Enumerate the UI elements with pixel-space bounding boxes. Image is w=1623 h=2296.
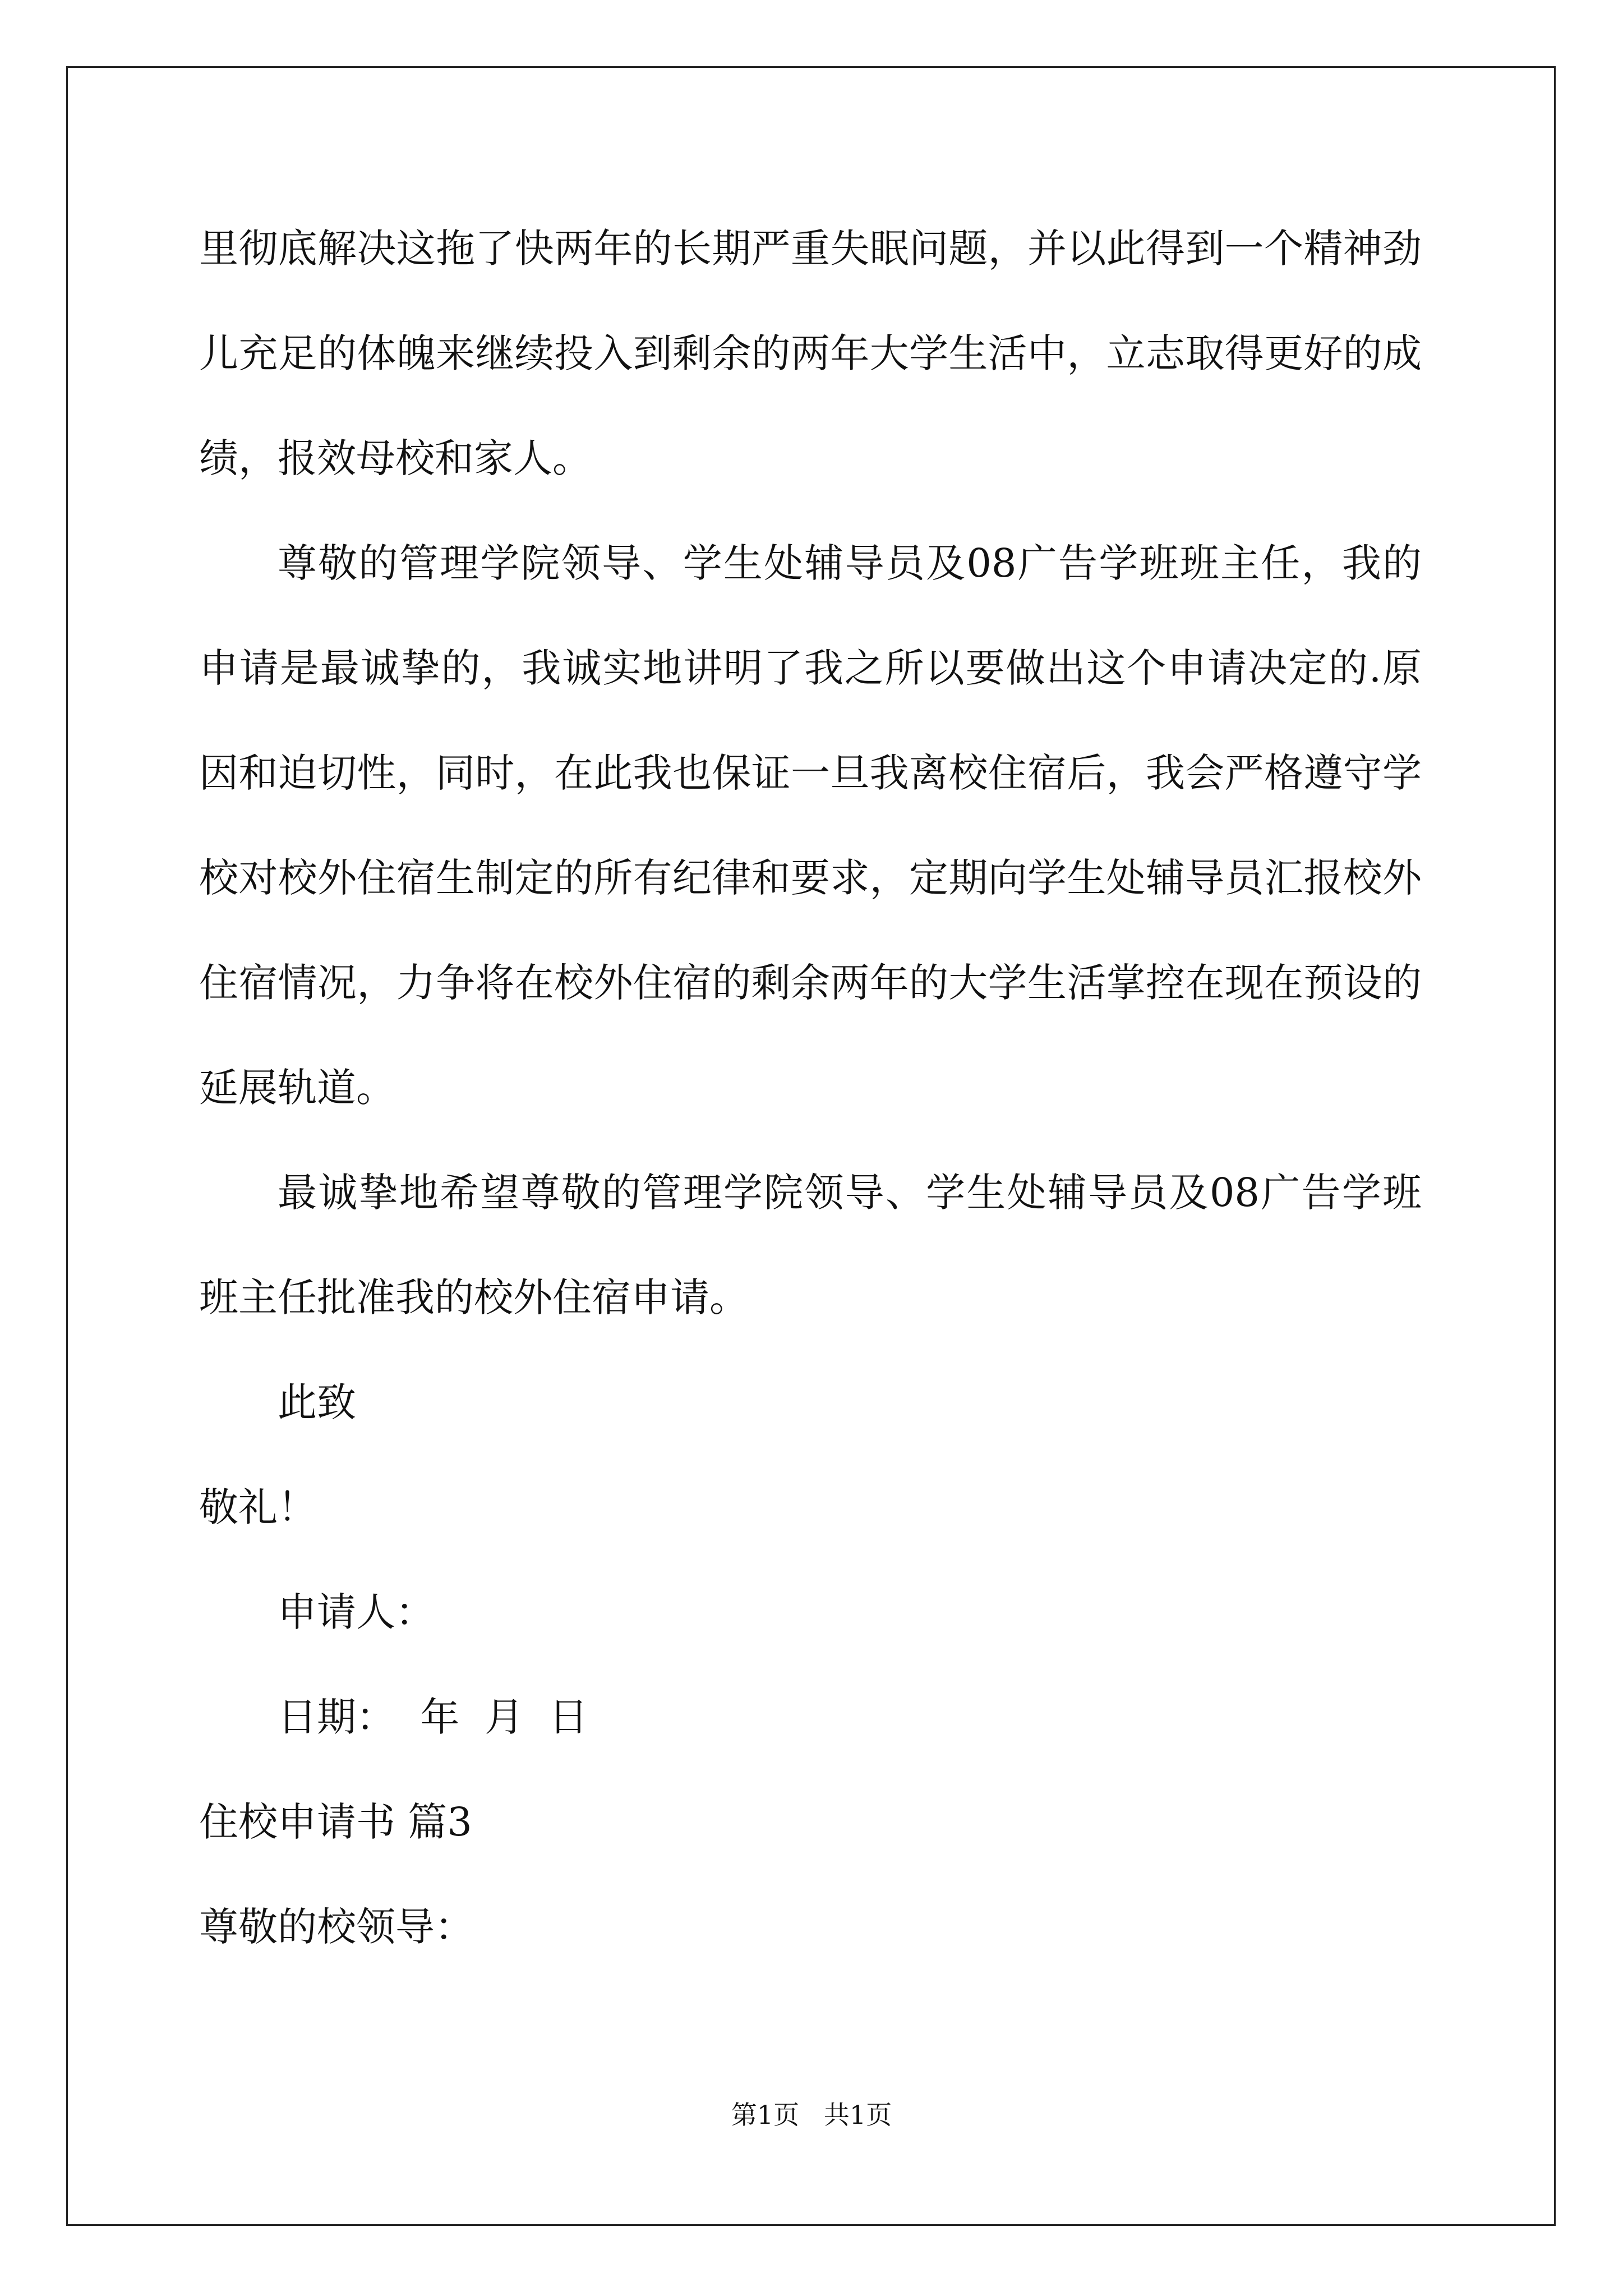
page-footer: 第1页 共1页 bbox=[731, 2100, 892, 2130]
closing-line: 此致 bbox=[278, 1379, 356, 1425]
greeting-line: 尊敬的校领导： bbox=[199, 1904, 474, 1950]
applicant-line: 申请人： bbox=[278, 1589, 435, 1635]
paragraph-3: 最诚挚地希望尊敬的管理学院领导、学生处辅导员及08广告学班班主任批准我的校外住宿申请。 bbox=[199, 1170, 1422, 1320]
date-line: 日期： 年 月 日 bbox=[278, 1694, 588, 1740]
salute-line: 敬礼！ bbox=[199, 1484, 317, 1530]
paragraph-1: 里彻底解决这拖了快两年的长期严重失眠问题，并以此得到一个精神劲儿充足的体魄来继续投入到剩余的两年大学生活中，立志取得更好的成绩，报效母校和家人。 bbox=[199, 226, 1422, 481]
document-body bbox=[199, 196, 1422, 1980]
section-title: 住校申请书 篇3 bbox=[199, 1799, 472, 1845]
paragraph-2: 尊敬的管理学院领导、学生处辅导员及08广告学班班主任，我的申请是最诚挚的，我诚实地讲明了我之所以要做出这个申请决定的.原因和迫切性，同时，在此我也保证一旦我离校住宿后，我会严格遵守学校对校外住宿生制定的所有纪律和要求，定期向学生处辅导员汇报校外住宿情况，力争将在校外住宿的剩余两年的大学生活掌控在现在预设的延展轨道。 bbox=[199, 540, 1422, 1111]
